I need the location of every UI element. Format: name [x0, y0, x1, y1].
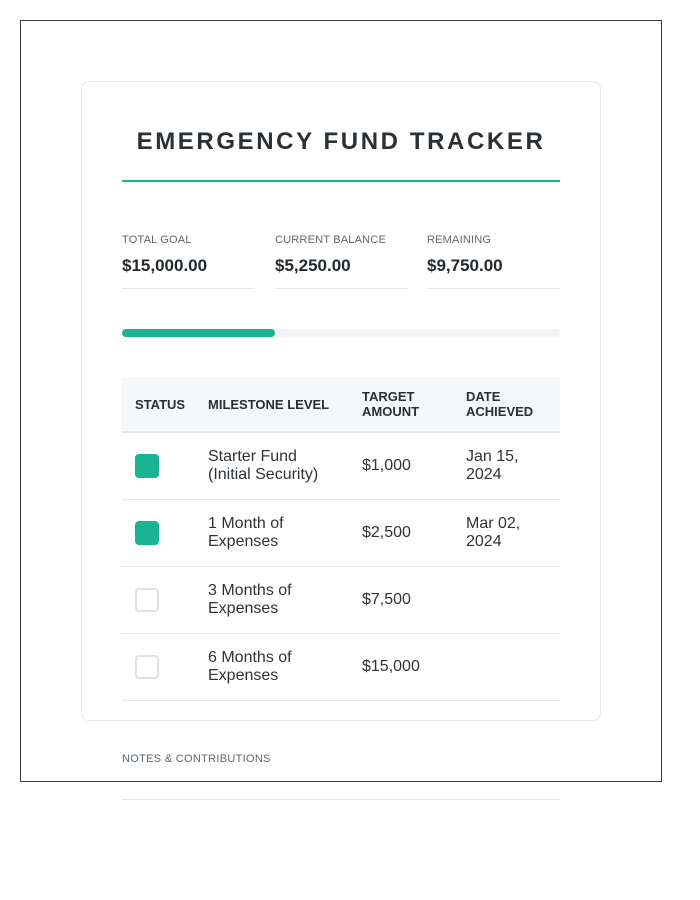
status-cell [122, 432, 195, 499]
stat-value: $15,000.00 [122, 256, 208, 275]
notes-label: NOTES & CONTRIBUTIONS [122, 753, 271, 765]
table-row [122, 633, 560, 700]
table-row [122, 566, 560, 633]
stat-label: TOTAL GOAL [122, 234, 192, 246]
stat-total-goal [122, 234, 255, 289]
page-title: EMERGENCY FUND TRACKER [136, 128, 546, 155]
cell-text: 6 Months of [208, 648, 292, 666]
status-cell [122, 633, 195, 700]
cell-text: Mar 02, [466, 514, 521, 532]
milestone-checkbox[interactable] [135, 588, 159, 612]
milestone-level-cell [195, 499, 349, 566]
title-divider [122, 180, 560, 182]
status-cell [122, 499, 195, 566]
header-text: TARGET [362, 389, 415, 404]
date-achieved-cell [453, 432, 560, 499]
header-target-amount [349, 377, 453, 432]
date-achieved-cell [453, 499, 560, 566]
target-amount-cell: $15,000 [349, 633, 453, 700]
target-amount-cell: $2,500 [349, 499, 453, 566]
stat-label: REMAINING [427, 234, 492, 246]
table-row [122, 432, 560, 499]
date-achieved-cell [453, 566, 560, 633]
stat-value: $5,250.00 [275, 256, 351, 275]
milestone-checkbox[interactable] [135, 454, 159, 478]
header-status: STATUS [122, 377, 195, 432]
cell-text: Jan 15, [466, 447, 519, 465]
table-header-row [122, 377, 560, 432]
header-date-achieved [453, 377, 560, 432]
cell-text: Expenses [208, 599, 279, 617]
header-text: DATE [466, 389, 501, 404]
header-text: AMOUNT [362, 404, 420, 419]
table-row [122, 499, 560, 566]
cell-text: 2024 [466, 532, 502, 550]
cell-text: Expenses [208, 532, 279, 550]
target-amount-cell: $1,000 [349, 432, 453, 499]
cell-text: 3 Months of [208, 581, 292, 599]
target-amount-cell: $7,500 [349, 566, 453, 633]
progress-bar [122, 329, 560, 337]
cell-text: (Initial Security) [208, 465, 319, 483]
milestone-checkbox[interactable] [135, 655, 159, 679]
milestone-level-cell [195, 633, 349, 700]
cell-text: 1 Month of [208, 514, 284, 532]
stat-current-balance [275, 234, 408, 289]
date-achieved-cell [453, 633, 560, 700]
stat-value: $9,750.00 [427, 256, 503, 275]
status-cell [122, 566, 195, 633]
cell-text: Starter Fund [208, 447, 297, 465]
notes-input-line[interactable] [122, 799, 560, 800]
cell-text: 2024 [466, 465, 502, 483]
milestone-level-cell [195, 566, 349, 633]
milestones-table [122, 377, 560, 701]
header-milestone-level: MILESTONE LEVEL [195, 377, 349, 432]
stat-label: CURRENT BALANCE [275, 234, 386, 246]
milestone-level-cell [195, 432, 349, 499]
stat-remaining [427, 234, 560, 289]
cell-text: Expenses [208, 666, 279, 684]
progress-fill [122, 329, 275, 337]
header-text: ACHIEVED [466, 404, 534, 419]
milestone-checkbox[interactable] [135, 521, 159, 545]
